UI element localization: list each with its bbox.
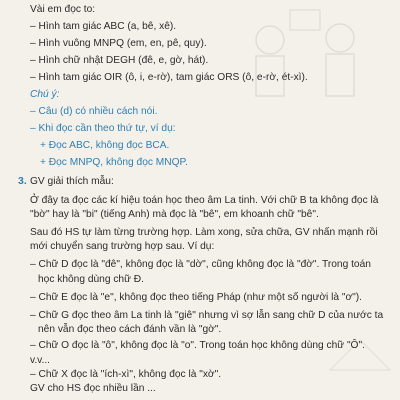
- paragraph-line: Sau đó HS tự làm từng trường hợp. Làm xong, sửa chữa, GV nhấn mạnh rồi: [30, 227, 378, 239]
- note-subitem: + Đọc ABC, không đọc BCA.: [40, 140, 170, 151]
- section-heading: GV giải thích mẫu:: [30, 175, 114, 187]
- example-line: – Chữ D đọc là "đê", không đọc là "dờ", cũng không đọc là "đờ". Trong toán: [30, 259, 371, 271]
- example-line: v.v...: [30, 354, 50, 366]
- example-line: – Chữ E đọc là "e", không đọc theo tiếng Pháp (như một số người là "ơ").: [30, 291, 363, 303]
- example-line: – Chữ G đọc theo âm La tinh là "giê" nhưng vì sợ lẫn sang chữ D của nước ta: [30, 309, 384, 321]
- section-number: 3.: [18, 175, 27, 187]
- note-item: – Câu (d) có nhiều cách nói.: [30, 105, 158, 117]
- show-through-illustration: [230, 0, 400, 140]
- note-subitem: + Đọc MNPQ, không đọc MNQP.: [40, 157, 188, 169]
- list-item: – Hình tam giác OIR (ô, i, e-rờ), tam giác ORS (ô, e-rờ, ét-xì).: [30, 71, 308, 83]
- example-line: – Chữ O đọc là "ô", không đọc là "o". Trong toán học không dùng chữ "Ô".: [30, 340, 365, 352]
- example-line: – Chữ X đọc là "ích-xì", không đọc là "xờ".: [30, 368, 222, 380]
- note-item: – Khi đọc cần theo thứ tự, ví dụ:: [30, 122, 176, 134]
- example-line: học không dùng chữ Đ.: [38, 273, 144, 285]
- note-title: Chú ý:: [30, 88, 60, 100]
- intro-line: Vài em đọc to:: [30, 3, 96, 15]
- paragraph-line: Ở đây ta đọc các kí hiệu toán học theo âm La tinh. Với chữ B ta không đọc là: [30, 194, 379, 206]
- list-item: – Hình tam giác ABC (a, bê, xê).: [30, 20, 177, 32]
- example-line: nên vẫn đọc theo cách đánh vần là "gờ".: [38, 323, 222, 335]
- closing-line: GV cho HS đọc nhiều lần ...: [30, 383, 156, 395]
- paragraph-line: mới chuyển sang trường hợp sau. Ví dụ:: [30, 241, 215, 253]
- paragraph-line: "bờ" hay là "bi" (tiếng Anh) mà đọc là "bê", em khoanh chữ "bê".: [30, 209, 319, 221]
- list-item: – Hình chữ nhật DEGH (đê, e, gờ, hát).: [30, 54, 209, 66]
- list-item: – Hình vuông MNPQ (em, en, pê, quy).: [30, 37, 207, 49]
